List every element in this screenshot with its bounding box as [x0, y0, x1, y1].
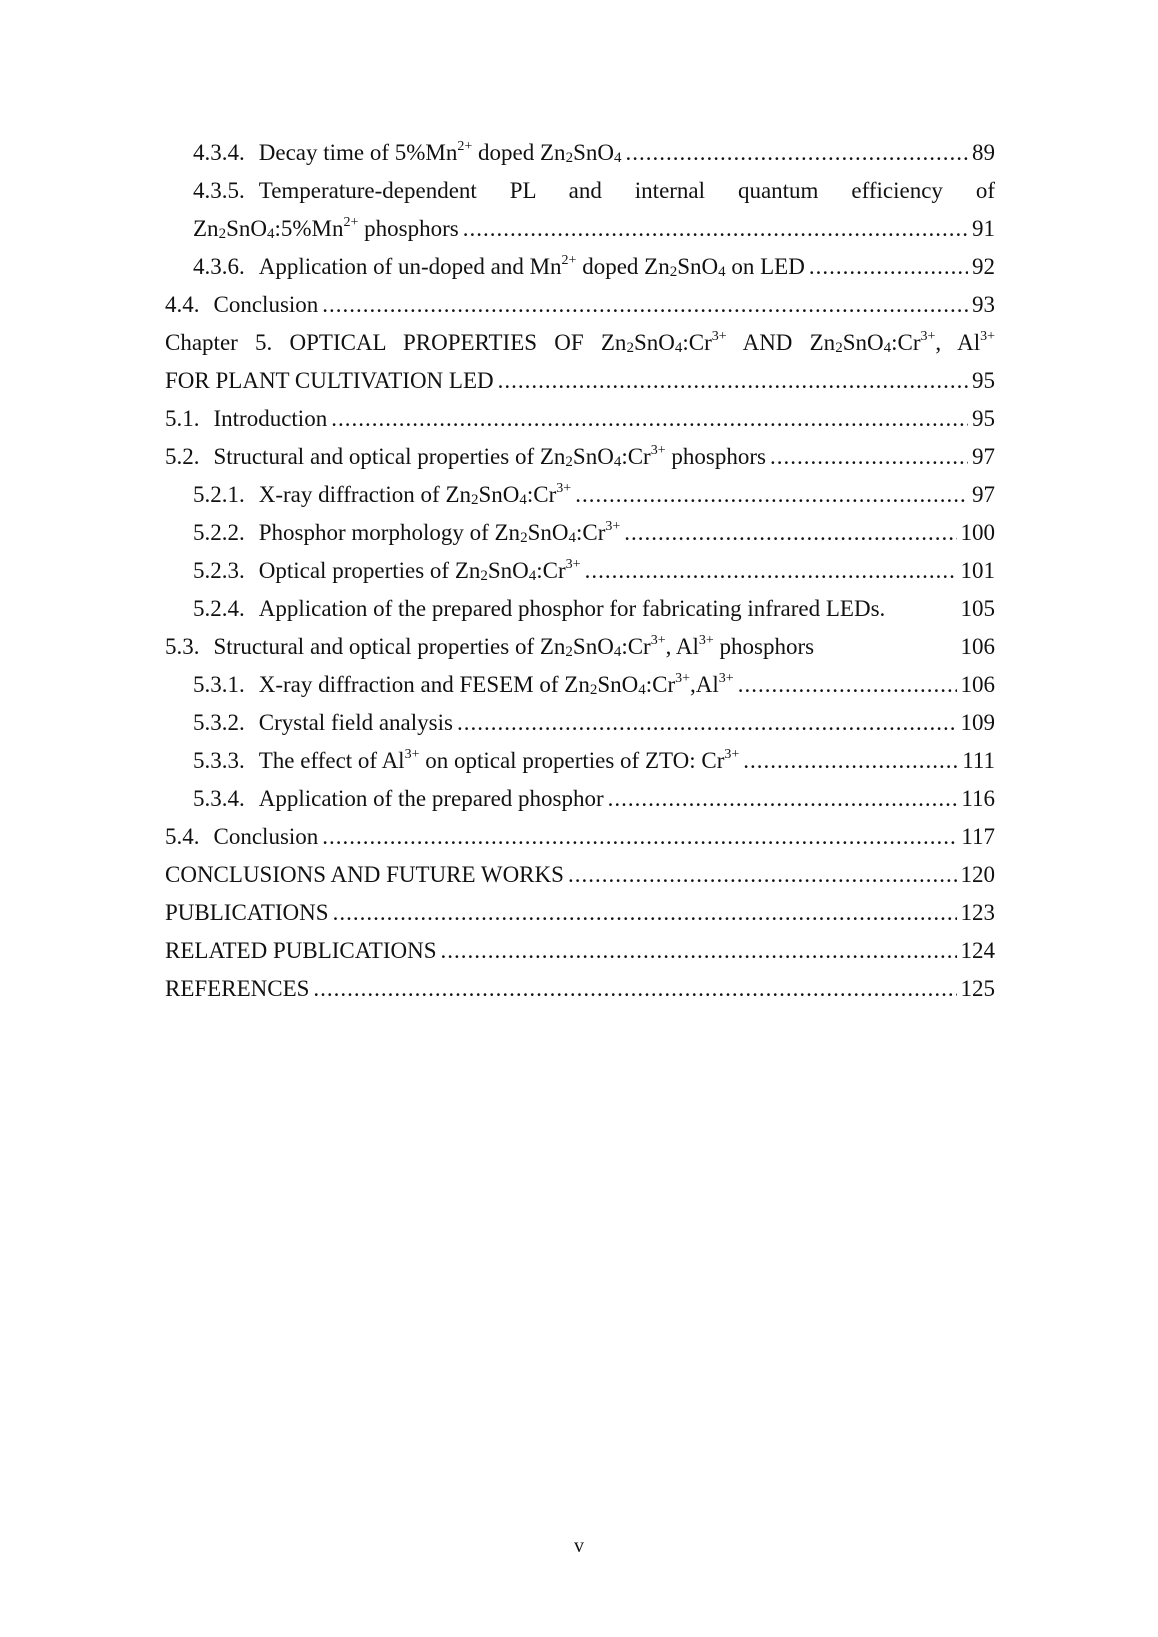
- toc-title: X-ray diffraction of $Zn_2SnO_4:Cr^{3+}$: [258, 481, 572, 508]
- toc-entry-4-3-5[interactable]: [165, 172, 995, 248]
- toc-title-line-1: 4.3.5. Temperature-dependent PL and internal quantum efficiency of: [193, 178, 995, 203]
- toc-title: Crystal field analysis: [258, 710, 453, 735]
- leader-dots: [608, 780, 958, 818]
- toc-title-line-2: $Zn_2SnO_4:5\%Mn^{2+}$ phosphors: [193, 215, 459, 242]
- toc-number: 5.2.2.: [193, 520, 245, 545]
- toc-number: 4.4.: [165, 292, 200, 317]
- leader-dots: [457, 704, 957, 742]
- toc-title: REFERENCES: [165, 976, 310, 1001]
- toc-title: Structural and optical properties of $Zn_2SnO_4:Cr^{3+}$, $Al^{3+}$ phosphors: [213, 633, 815, 660]
- toc-page: 89: [972, 140, 995, 165]
- toc-entry-5-2[interactable]: [165, 438, 995, 476]
- toc-number: 5.2.: [165, 444, 200, 469]
- toc-page: 117: [961, 824, 995, 849]
- toc-title: Conclusion: [213, 824, 319, 849]
- toc-page: 101: [960, 558, 995, 583]
- toc-title: PUBLICATIONS: [165, 900, 329, 925]
- leader-dots: [624, 514, 956, 552]
- toc-page: 91: [972, 216, 995, 241]
- toc-title: X-ray diffraction and FESEM of $Zn_2SnO_4:Cr^{3+},Al^{3+}$: [258, 671, 734, 698]
- toc-title: Phosphor morphology of $Zn_2SnO_4:Cr^{3+}$: [258, 519, 621, 546]
- leader-dots: [333, 894, 957, 932]
- toc-entry-conclusions[interactable]: [165, 856, 995, 894]
- toc-entry-5-2-2[interactable]: [165, 514, 995, 552]
- toc-page: 97: [972, 444, 995, 469]
- toc-entry-5-3-3[interactable]: [165, 742, 995, 780]
- toc-entry-publications[interactable]: [165, 894, 995, 932]
- toc-title: Decay time of $5\%Mn^{2+}$ doped $Zn_2SnO_4$: [258, 139, 622, 166]
- toc-page: 105: [960, 596, 995, 621]
- toc-title: Introduction: [213, 406, 328, 431]
- toc-number: 5.3.4.: [193, 786, 245, 811]
- leader-dots: [575, 476, 968, 514]
- toc-number: 5.3.: [165, 634, 200, 659]
- toc-title: Application of un-doped and $Mn^{2+}$ doped $Zn_2SnO_4$ on LED: [258, 253, 805, 280]
- toc-number: 5.1.: [165, 406, 200, 431]
- leader-dots: [322, 818, 957, 856]
- toc-entry-5-1[interactable]: [165, 400, 995, 438]
- leader-dots: [441, 932, 957, 970]
- toc-entry-5-3-4[interactable]: [165, 780, 995, 818]
- toc-number: 4.3.4.: [193, 140, 245, 165]
- toc-entry-related-publications[interactable]: [165, 932, 995, 970]
- toc-page: 106: [960, 672, 995, 697]
- toc-page: 125: [960, 976, 995, 1001]
- leader-dots: [313, 970, 956, 1008]
- toc-entry-5-3-1[interactable]: [165, 666, 995, 704]
- toc-number: 5.2.4.: [193, 596, 245, 621]
- leader-dots: [738, 666, 957, 704]
- toc-entry-references[interactable]: [165, 970, 995, 1008]
- leader-dots: [331, 400, 968, 438]
- toc-page: 95: [972, 368, 995, 393]
- toc-number: 5.3.3.: [193, 748, 245, 773]
- leader-dots: [770, 438, 968, 476]
- toc-title-line-2: FOR PLANT CULTIVATION LED: [165, 368, 494, 393]
- page-number: v: [574, 1535, 584, 1557]
- toc-number: 5.3.2.: [193, 710, 245, 735]
- toc-title: Optical properties of $Zn_2SnO_4:Cr^{3+}$: [258, 557, 581, 584]
- toc-number: 5.2.3.: [193, 558, 245, 583]
- toc-number: 5.4.: [165, 824, 200, 849]
- toc-number: 5.2.1.: [193, 482, 245, 507]
- toc-number: 5.3.1.: [193, 672, 245, 697]
- leader-dots: [585, 552, 957, 590]
- leader-dots: [322, 286, 968, 324]
- toc-page: 124: [960, 938, 995, 963]
- toc-page: 97: [972, 482, 995, 507]
- toc-title: Conclusion: [213, 292, 319, 317]
- toc-page: 106: [960, 634, 995, 659]
- toc-page: 93: [972, 292, 995, 317]
- toc-entry-5-2-1[interactable]: [165, 476, 995, 514]
- toc-page: 111: [962, 748, 995, 773]
- toc-page: 116: [961, 786, 995, 811]
- leader-dots: [498, 362, 968, 400]
- toc-page: 100: [960, 520, 995, 545]
- toc-title: Structural and optical properties of $Zn_2SnO_4:Cr^{3+}$ phosphors: [213, 443, 766, 470]
- toc-entry-4-3-4[interactable]: [165, 134, 995, 172]
- leader-dots: [809, 248, 968, 286]
- toc-title: The effect of $Al^{3+}$ on optical properties of ZTO: $Cr^{3+}$: [258, 747, 740, 773]
- toc-entry-5-4[interactable]: [165, 818, 995, 856]
- toc-title: Application of the prepared phosphor: [258, 786, 604, 811]
- toc-page: 120: [960, 862, 995, 887]
- toc-entry-5-3-2[interactable]: [165, 704, 995, 742]
- toc-page: 95: [972, 406, 995, 431]
- toc-page: 123: [960, 900, 995, 925]
- toc-entry-4-4[interactable]: [165, 286, 995, 324]
- toc-title-line-1: Chapter 5. OPTICAL PROPERTIES OF $Zn_2SnO_4:Cr^{3+}$ AND $Zn_2SnO_4:Cr^{3+}$, $Al^{3+}$: [165, 329, 995, 356]
- toc-title: Application of the prepared phosphor for fabricating infrared LEDs.: [258, 596, 886, 621]
- table-of-contents: [165, 134, 995, 1008]
- toc-entry-4-3-6[interactable]: [165, 248, 995, 286]
- toc-entry-5-2-3[interactable]: [165, 552, 995, 590]
- toc-number: 4.3.6.: [193, 254, 245, 279]
- leader-dots: [463, 210, 968, 248]
- toc-entry-5-2-4[interactable]: [165, 590, 995, 628]
- toc-entry-chapter-5[interactable]: [165, 324, 995, 400]
- toc-title: RELATED PUBLICATIONS: [165, 938, 437, 963]
- leader-dots: [743, 742, 958, 780]
- toc-page: 109: [960, 710, 995, 735]
- leader-dots: [625, 134, 968, 172]
- toc-title: CONCLUSIONS AND FUTURE WORKS: [165, 862, 564, 887]
- leader-dots: [568, 856, 957, 894]
- toc-page: 92: [972, 254, 995, 279]
- toc-entry-5-3[interactable]: [165, 628, 995, 666]
